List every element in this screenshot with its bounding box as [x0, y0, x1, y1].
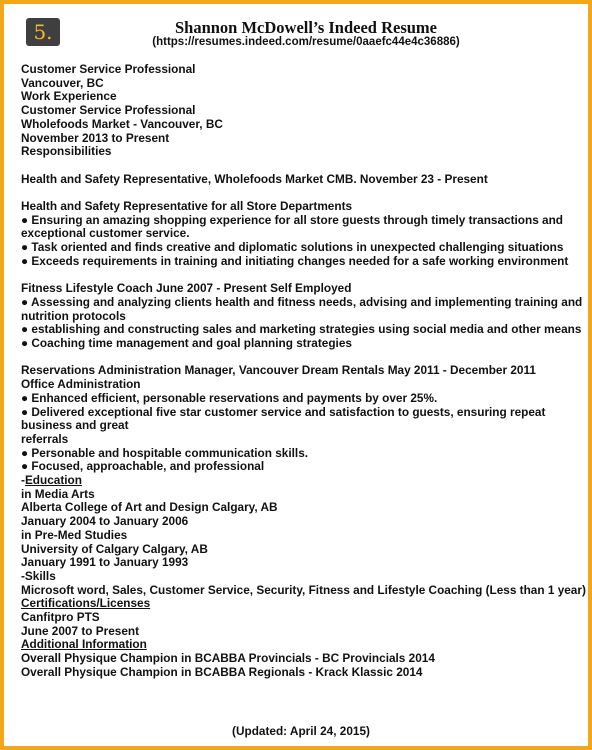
- education-line: January 2004 to January 2006: [21, 514, 189, 529]
- education-line: University of Calgary Calgary, AB: [21, 541, 208, 556]
- reservations-line: referrals: [21, 431, 69, 446]
- store-section: [21, 200, 587, 269]
- additional-line: Overall Physique Champion in BCABBA Provincials - BC Provincials 2014: [21, 651, 435, 666]
- header-section: [21, 63, 587, 159]
- certification-line: June 2007 to Present: [21, 623, 140, 638]
- skills-text: Microsoft word, Sales, Customer Service, Security, Fitness and Lifestyle Coaching (Less than 1 year): [21, 582, 586, 597]
- updated-date: (Updated: April 24, 2015): [232, 724, 370, 738]
- header-line: Customer Service Professional: [21, 103, 196, 118]
- education-section: [21, 474, 587, 570]
- fitness-line: Fitness Lifestyle Coach June 2007 - Present Self Employed: [21, 281, 352, 296]
- header-line: Work Experience: [21, 89, 117, 104]
- reservations-bullet: ● Enhanced efficient, personable reservations and payments by over 25%.: [21, 390, 438, 405]
- reservations-section: [21, 364, 587, 474]
- store-bullet: ● Exceeds requirements in training and initiating changes needed for a safe working environment: [21, 253, 569, 268]
- fitness-section: [21, 282, 587, 351]
- reservations-line: Office Administration: [21, 377, 141, 392]
- education-line: in Media Arts: [21, 486, 95, 501]
- header-line: Responsibilities: [21, 144, 112, 159]
- skills-heading: -Skills: [21, 568, 56, 583]
- skills-section: [21, 570, 587, 597]
- resume-body: [21, 63, 587, 680]
- additional-line: Overall Physique Champion in BCABBA Regionals - Krack Klassic 2014: [21, 664, 423, 679]
- fitness-bullet: ● establishing and constructing sales and marketing strategies using social media and other means: [21, 322, 582, 337]
- store-bullet: ● Ensuring an amazing shopping experience for all store guests through timely transactions and exceptional customer service.: [21, 212, 567, 241]
- resume-title: Shannon McDowell’s Indeed Resume: [174, 18, 438, 37]
- reservations-bullet: ● Personable and hospitable communication skills.: [21, 445, 309, 460]
- reservations-line: Reservations Administration Manager, Vancouver Dream Rentals May 2011 - December 2011: [21, 363, 536, 378]
- header-line: November 2013 to Present: [21, 130, 170, 145]
- education-heading-line: [21, 474, 587, 488]
- education-line: Alberta College of Art and Design Calgary, AB: [21, 500, 278, 515]
- education-line: in Pre-Med Studies: [21, 527, 128, 542]
- header-line: Customer Service Professional: [21, 62, 196, 76]
- health-safety-title: Health and Safety Representative, Wholefoods Market CMB. November 23 - Present: [21, 171, 488, 186]
- certifications-section: [21, 597, 587, 638]
- store-line: Health and Safety Representative for all Store Departments: [21, 199, 353, 213]
- reservations-bullet: ● Focused, approachable, and professional: [21, 459, 265, 474]
- education-prefix: -: [21, 473, 25, 488]
- page-number-badge: 5.: [26, 18, 60, 46]
- reservations-bullet: ● Delivered exceptional five star customer service and satisfaction to guests, ensuring repeat business and great: [21, 404, 549, 433]
- fitness-bullet: ● Assessing and analyzing clients health and fitness needs, advising and implementing training and nutrition protocols: [21, 294, 586, 323]
- certification-line: Canfitpro PTS: [21, 610, 100, 625]
- education-heading: Education: [24, 473, 82, 488]
- education-line: January 1991 to January 1993: [21, 555, 189, 570]
- certifications-heading: Certifications/Licenses: [21, 596, 151, 611]
- fitness-bullet: ● Coaching time management and goal planning strategies: [21, 336, 352, 351]
- store-bullet: ● Task oriented and finds creative and diplomatic solutions in unexpected challenging situations: [21, 240, 564, 255]
- additional-heading: Additional Information: [21, 637, 147, 652]
- header-line: Vancouver, BC: [21, 75, 104, 90]
- additional-section: [21, 638, 587, 679]
- resume-source-url: (https://resumes.indeed.com/resume/0aaefc44e4c36886): [152, 36, 460, 48]
- header-line: Wholefoods Market - Vancouver, BC: [21, 116, 223, 131]
